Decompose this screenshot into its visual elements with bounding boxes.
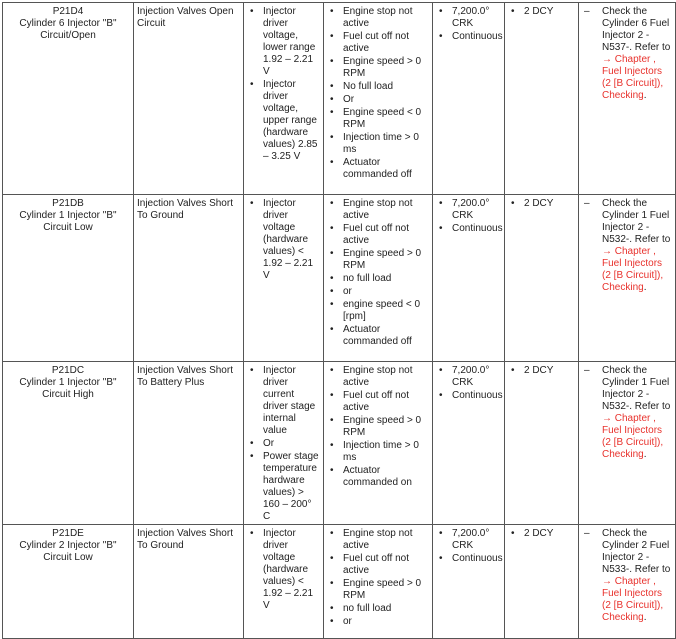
check-item [582,198,672,294]
criteria-item: • Injector driver voltage (hardware values) < 1.92 – 2.21 V [247,528,320,612]
conditions-item: • Engine stop not active [327,528,429,552]
dtc-code: P21DC [51,365,85,376]
mil-value: • 2 DCY [508,198,575,210]
time-cell [433,3,505,195]
dtc-code-cell [3,195,134,362]
conditions-item: • Injection time > 0 ms [327,440,429,464]
mil-value: • 2 DCY [508,6,575,18]
fault-description: Injection Valves Short To Ground [137,198,233,221]
chapter-link[interactable]: → Chapter , Fuel Injectors (2 [B Circuit]), Checking [602,413,664,460]
criteria-list [247,6,320,163]
check-text-wrap [602,6,672,102]
conditions-item: • Engine stop not active [327,365,429,389]
time-list [436,365,501,402]
fault-description-cell [134,3,244,195]
table-row [3,3,676,195]
conditions-item: • no full load [327,273,429,285]
chapter-link[interactable]: → Chapter , Fuel Injectors (2 [B Circuit]), Checking [602,246,664,293]
mil-list [508,198,575,210]
check-item [582,528,672,624]
table-row [3,362,676,525]
check-text-wrap [602,365,672,461]
dtc-table-body [3,3,676,639]
criteria-list [247,528,320,612]
criteria-cell [244,525,324,639]
mil-value: • 2 DCY [508,528,575,540]
conditions-item: • or [327,286,429,298]
conditions-item: • No full load [327,81,429,93]
mil-cell [505,3,579,195]
conditions-list [327,198,429,348]
check-item [582,6,672,102]
check-text: Check the Cylinder 6 Fuel Injector 2 -N537-. Refer to [602,6,671,53]
time-item: • Continuous [436,553,501,565]
check-text-wrap [602,198,672,294]
dtc-code: P21D4 [52,6,84,17]
mil-cell [505,362,579,525]
check-text: Check the Cylinder 2 Fuel Injector 2 -N533-. Refer to [602,528,671,575]
mil-list [508,365,575,377]
dtc-name: Cylinder 2 Injector "B" Circuit Low [19,540,117,563]
time-list [436,198,501,235]
criteria-cell [244,3,324,195]
fault-description-cell [134,362,244,525]
conditions-item: • Engine speed > 0 RPM [327,248,429,272]
dash-mark: – [584,198,590,209]
check-cell [579,525,676,639]
fault-description: Injection Valves Short To Ground [137,528,233,551]
conditions-item: • Actuator commanded on [327,465,429,489]
mil-list [508,6,575,18]
dtc-table [2,2,676,639]
dtc-code: P21DB [52,198,84,209]
time-list [436,6,501,43]
conditions-item: • Fuel cut off not active [327,553,429,577]
time-item: • 7,200.0° CRK [436,6,501,30]
check-end: . [643,90,647,101]
check-end: . [643,282,647,293]
criteria-list [247,365,320,523]
check-text: Check the Cylinder 1 Fuel Injector 2 -N532-. Refer to [602,365,671,412]
conditions-cell [324,362,433,525]
mil-cell [505,525,579,639]
conditions-item: • Actuator commanded off [327,157,429,181]
chapter-link[interactable]: → Chapter , Fuel Injectors (2 [B Circuit]), Checking [602,54,664,101]
conditions-item: • Engine speed > 0 RPM [327,578,429,602]
conditions-item: • no full load [327,603,429,615]
dtc-name: Cylinder 1 Injector "B" Circuit High [19,377,117,400]
time-item: • Continuous [436,390,501,402]
conditions-list [327,365,429,489]
criteria-list [247,198,320,282]
conditions-item: • Injection time > 0 ms [327,132,429,156]
conditions-cell [324,525,433,639]
mil-value: • 2 DCY [508,365,575,377]
check-end: . [643,612,647,623]
conditions-item: • Engine speed > 0 RPM [327,415,429,439]
criteria-item: • Or [247,438,320,450]
criteria-item: • Injector driver voltage, lower range 1.92 – 2.21 V [247,6,320,78]
conditions-item: • Actuator commanded off [327,324,429,348]
conditions-item: • Engine stop not active [327,6,429,30]
check-end: . [643,449,647,460]
check-text-wrap [602,528,672,624]
dtc-code: P21DE [52,528,84,539]
dtc-code-cell [3,525,134,639]
conditions-item: • engine speed < 0 [rpm] [327,299,429,323]
conditions-item: • Or [327,94,429,106]
dtc-code-cell [3,362,134,525]
time-list [436,528,501,565]
check-cell [579,195,676,362]
time-item: • 7,200.0° CRK [436,365,501,389]
check-text: Check the Cylinder 1 Fuel Injector 2 -N532-. Refer to [602,198,671,245]
fault-description: Injection Valves Open Circuit [137,6,234,29]
fault-description-cell [134,525,244,639]
criteria-cell [244,195,324,362]
time-item: • 7,200.0° CRK [436,528,501,552]
fault-description-cell [134,195,244,362]
time-item: • 7,200.0° CRK [436,198,501,222]
criteria-item: • Injector driver current driver stage internal value [247,365,320,437]
dash-mark: – [584,365,590,376]
time-cell [433,195,505,362]
check-cell [579,3,676,195]
conditions-list [327,528,429,628]
time-item: • Continuous [436,223,501,235]
time-cell [433,525,505,639]
conditions-item: • Engine stop not active [327,198,429,222]
time-item: • Continuous [436,31,501,43]
conditions-item: • Fuel cut off not active [327,390,429,414]
table-row [3,525,676,639]
conditions-item: • Engine speed > 0 RPM [327,56,429,80]
conditions-cell [324,3,433,195]
dtc-name: Cylinder 6 Injector "B" Circuit/Open [19,18,117,41]
dtc-name: Cylinder 1 Injector "B" Circuit Low [19,210,117,233]
time-cell [433,362,505,525]
check-item [582,365,672,461]
fault-description: Injection Valves Short To Battery Plus [137,365,233,388]
chapter-link[interactable]: → Chapter , Fuel Injectors (2 [B Circuit]), Checking [602,576,664,623]
dash-mark: – [584,528,590,539]
mil-cell [505,195,579,362]
conditions-item: • Fuel cut off not active [327,223,429,247]
conditions-cell [324,195,433,362]
conditions-item: • or [327,616,429,628]
criteria-item: • Injector driver voltage, upper range (hardware values) 2.85 – 3.25 V [247,79,320,163]
conditions-item: • Fuel cut off not active [327,31,429,55]
table-row [3,195,676,362]
conditions-list [327,6,429,181]
criteria-item: • Injector driver voltage (hardware values) < 1.92 – 2.21 V [247,198,320,282]
criteria-item: • Power stage temperature hardware values) > 160 – 200° C [247,451,320,523]
criteria-cell [244,362,324,525]
check-cell [579,362,676,525]
dash-mark: – [584,6,590,17]
conditions-item: • Engine speed < 0 RPM [327,107,429,131]
dtc-code-cell [3,3,134,195]
mil-list [508,528,575,540]
